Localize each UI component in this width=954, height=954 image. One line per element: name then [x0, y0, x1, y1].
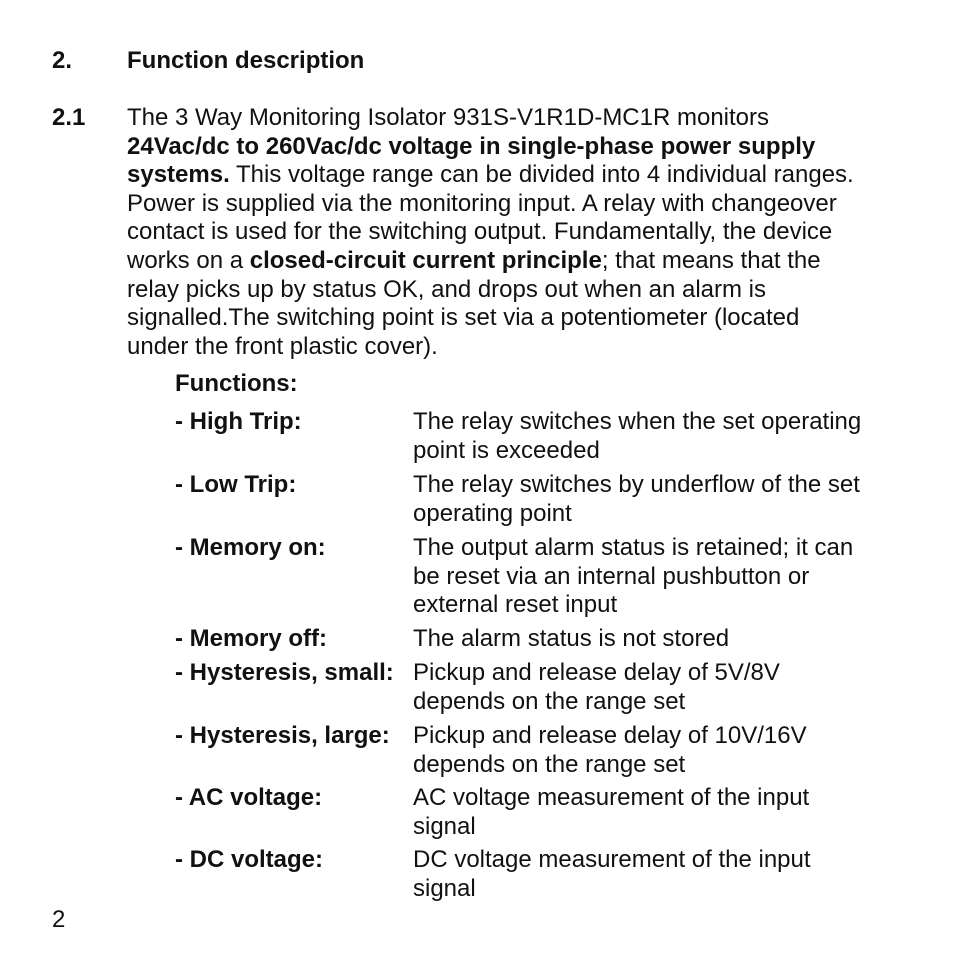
function-description-line: point is exceeded	[413, 436, 600, 464]
function-term: - Low Trip:	[175, 471, 297, 498]
function-description-line: external reset input	[413, 591, 618, 619]
function-description-line: depends on the range set	[413, 750, 686, 778]
function-description	[413, 471, 913, 528]
paragraph-line	[127, 247, 932, 276]
paragraph-line	[127, 190, 932, 219]
text-run: works on a	[127, 246, 250, 274]
section-number: 2.	[52, 47, 73, 74]
paragraph-line	[127, 276, 932, 305]
paragraph-line	[127, 104, 932, 133]
function-term: - AC voltage:	[175, 784, 323, 811]
function-term: - Hysteresis, small:	[175, 659, 394, 686]
bold-text-run: 24Vac/dc to 260Vac/dc voltage in single-phase power supply	[127, 132, 816, 160]
paragraph-line	[127, 161, 932, 190]
function-description-line: The relay switches when the set operating	[413, 408, 862, 435]
subsection-number: 2.1	[52, 104, 86, 131]
function-description-line: operating point	[413, 499, 572, 527]
function-description-line: The alarm status is not stored	[413, 625, 730, 652]
text-run: contact is used for the switching output. Fundamentally, the device	[127, 218, 833, 246]
function-description-line: be reset via an internal pushbutton or	[413, 562, 810, 590]
text-run: ; that means that the	[601, 246, 821, 274]
paragraph-line	[127, 133, 932, 162]
text-run: under the front plastic cover).	[127, 332, 438, 360]
function-term: - Memory on:	[175, 534, 326, 561]
functions-heading: Functions:	[175, 370, 298, 397]
page-number: 2	[52, 906, 66, 933]
text-run: The 3 Way Monitoring Isolator 931S-V1R1D-MC1R monitors	[127, 104, 770, 131]
function-description-line: Pickup and release delay of 5V/8V	[413, 659, 780, 686]
function-description-line: DC voltage measurement of the input	[413, 846, 811, 873]
function-description	[413, 534, 913, 620]
text-run: Power is supplied via the monitoring input. A relay with changeover	[127, 189, 837, 217]
bold-text-run: closed-circuit current principle	[249, 246, 602, 274]
function-description	[413, 846, 913, 903]
function-term: - Memory off:	[175, 625, 327, 652]
function-term: - Hysteresis, large:	[175, 722, 390, 749]
function-term: - DC voltage:	[175, 846, 324, 873]
text-run: signalled.The switching point is set via a potentiometer (located	[127, 304, 800, 332]
function-description-line: AC voltage measurement of the input	[413, 784, 810, 811]
section-title: Function description	[127, 47, 365, 74]
bold-text-run: systems.	[127, 161, 230, 189]
function-description	[413, 659, 913, 716]
paragraph-line	[127, 333, 932, 362]
function-description	[413, 408, 913, 465]
function-description	[413, 625, 913, 654]
description-paragraph	[127, 104, 932, 361]
function-description-line: The output alarm status is retained; it can	[413, 534, 854, 561]
function-description-line: Pickup and release delay of 10V/16V	[413, 722, 807, 749]
text-run: This voltage range can be divided into 4 individual ranges.	[229, 161, 854, 189]
function-description	[413, 722, 913, 779]
function-description-line: signal	[413, 874, 476, 902]
text-run: relay picks up by status OK, and drops out when an alarm is	[127, 275, 766, 303]
paragraph-line	[127, 218, 932, 247]
function-term: - High Trip:	[175, 408, 302, 435]
function-description-line: The relay switches by underflow of the set	[413, 471, 860, 498]
function-description-line: signal	[413, 812, 476, 840]
function-description	[413, 784, 913, 841]
paragraph-line	[127, 304, 932, 333]
function-description-line: depends on the range set	[413, 687, 686, 715]
